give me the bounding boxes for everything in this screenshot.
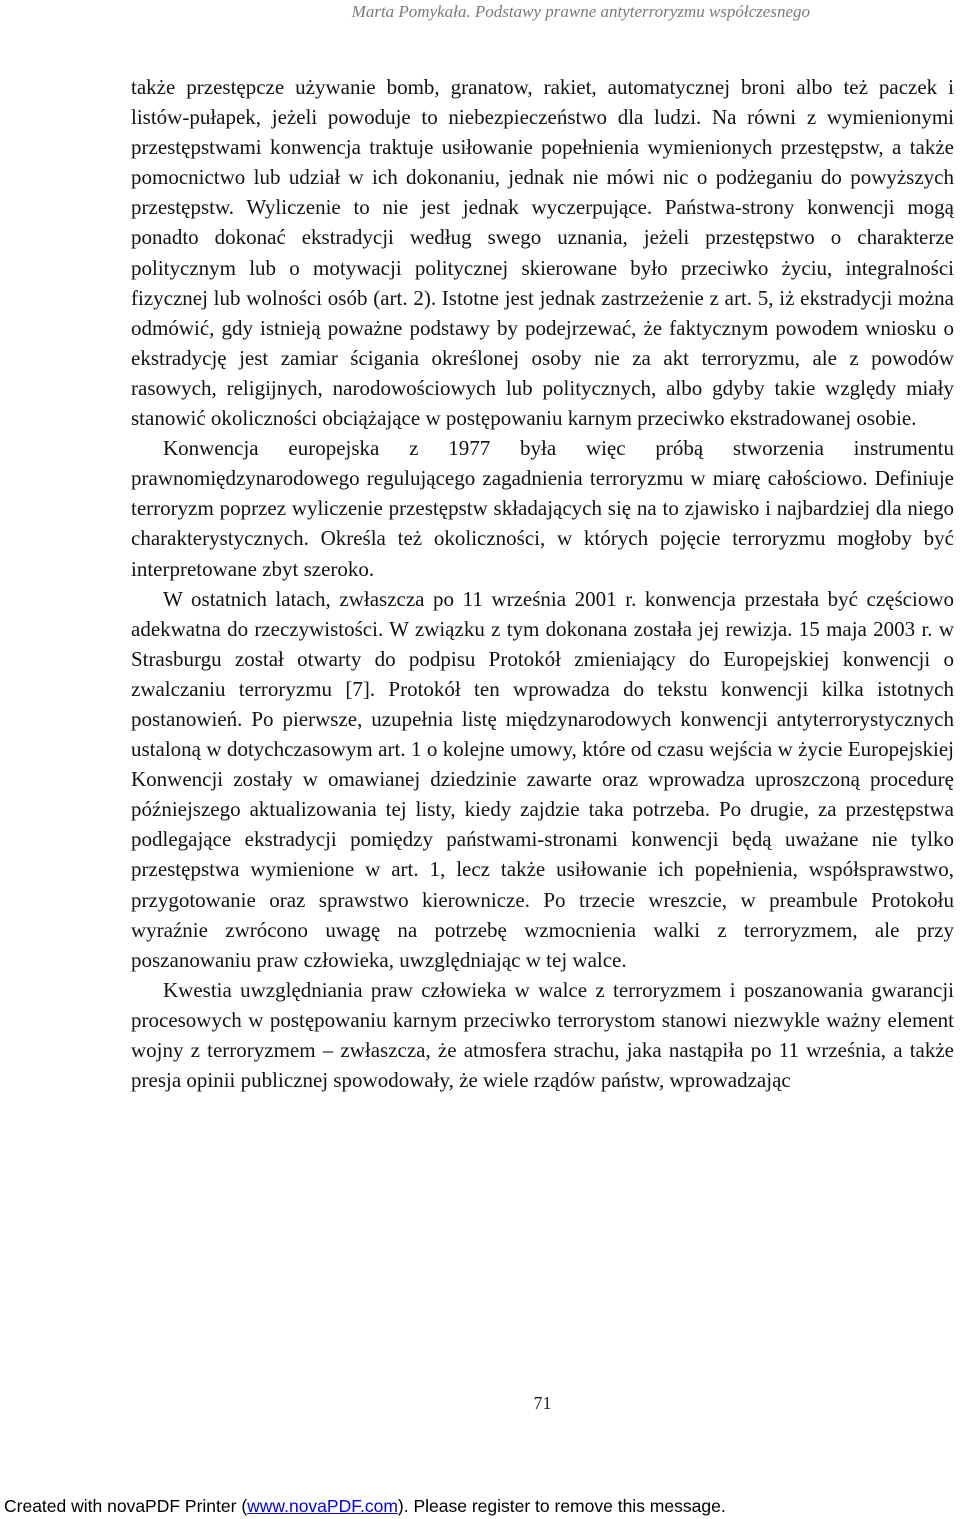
- running-header-title: Marta Pomykała. Podstawy prawne antyterroryzmu współczesnego: [351, 2, 810, 21]
- novapdf-link[interactable]: www.novaPDF.com: [247, 1496, 398, 1516]
- banner-prefix: Created with novaPDF Printer (: [4, 1496, 248, 1516]
- document-body: [131, 72, 954, 1095]
- paragraph-3: W ostatnich latach, zwłaszcza po 11 września 2001 r. konwencja przestała być częściowo adekwatna do rzeczywistości. W związku z tym dokonana została jej rewizja. 15 maja 2003 r. w Strasburgu został otwarty do podpisu Protokół zmieniający do Europejskiej konwencji o zwalczaniu terroryzmu [7]. Protokół ten wprowadza do tekstu konwencji kilka istotnych postanowień. Po pierwsze, uzupełnia listę międzynarodowych konwencji antyterrorystycznych ustaloną w dotychczasowym art. 1 o kolejne umowy, które od czasu wejścia w życie Europejskiej Konwencji zostały w omawianej dziedzinie zawarte oraz wprowadza uproszczoną procedurę późniejszego aktualizowania tej listy, kiedy zajdzie taka potrzeba. Po drugie, za przestępstwa podlegające ekstradycji pomiędzy państwami-stronami konwencji będą uważane nie tylko przestępstwa wymienione w art. 1, lecz także usiłowanie ich popełnienia, współsprawstwo, przygotowanie oraz sprawstwo kierownicze. Po trzecie wreszcie, w preambule Protokołu wyraźnie zwrócono uwagę na potrzebę wzmocnienia walki z terroryzmem, ale przy poszanowaniu praw człowieka, uwzględniając w tej walce.: [131, 586, 954, 972]
- banner-suffix: ). Please register to remove this message.: [397, 1496, 726, 1516]
- novapdf-banner: [4, 1496, 726, 1517]
- paragraph-2: Konwencja europejska z 1977 była więc próbą stworzenia instrumentu prawnomiędzynarodowego regulującego zagadnienia terroryzmu w miarę całościowo. Definiuje terroryzm poprzez wyliczenie przestępstw składających się na to zjawisko i najbardziej dla niego charakterystycznych. Określa też okoliczności, w których pojęcie terroryzmu mogłoby być interpretowane zbyt szeroko.: [131, 436, 954, 581]
- page-number: 71: [533, 1393, 552, 1413]
- paragraph-4: Kwestia uwzględniania praw człowieka w walce z terroryzmem i poszanowania gwarancji procesowych w postępowaniu karnym przeciwko terrorystom stanowi niezwykle ważny element wojny z terroryzmem – zwłaszcza, że atmosfera strachu, jaka nastąpiła po 11 września, a także presja opinii publicznej spowodowały, że wiele rządów państw, wprowadzając: [131, 977, 954, 1093]
- paragraph-1: także przestępcze używanie bomb, granatow, rakiet, automatycznej broni albo też paczek i listów-pułapek, jeżeli powoduje to niebezpieczeństwo dla ludzi. Na równi z wymienionymi przestępstwami konwencja traktuje usiłowanie popełnienia wymienionych przestępstw, a także pomocnictwo lub udział w ich dokonaniu, jednak nie mówi nic o podżeganiu do powyższych przestępstw. Wyliczenie to nie jest jednak wyczerpujące. Państwa-strony konwencji mogą ponadto dokonać ekstradycji według swego uznania, jeżeli przestępstwo o charakterze politycznym lub o motywacji politycznej skierowane było przeciwko życiu, integralności fizycznej lub wolności osób (art. 2). Istotne jest jednak zastrzeżenie z art. 5, iż ekstradycji można odmówić, gdy istnieją poważne podstawy by podejrzewać, że faktycznym powodem wniosku o ekstradycję jest zamiar ścigania określonej osoby nie za akt terroryzmu, ale z powodów rasowych, religijnych, narodowościowych lub politycznych, albo gdyby takie względy miały stanowić okoliczności obciążające w postępowaniu karnym przeciwko ekstradowanej osobie.: [131, 75, 954, 431]
